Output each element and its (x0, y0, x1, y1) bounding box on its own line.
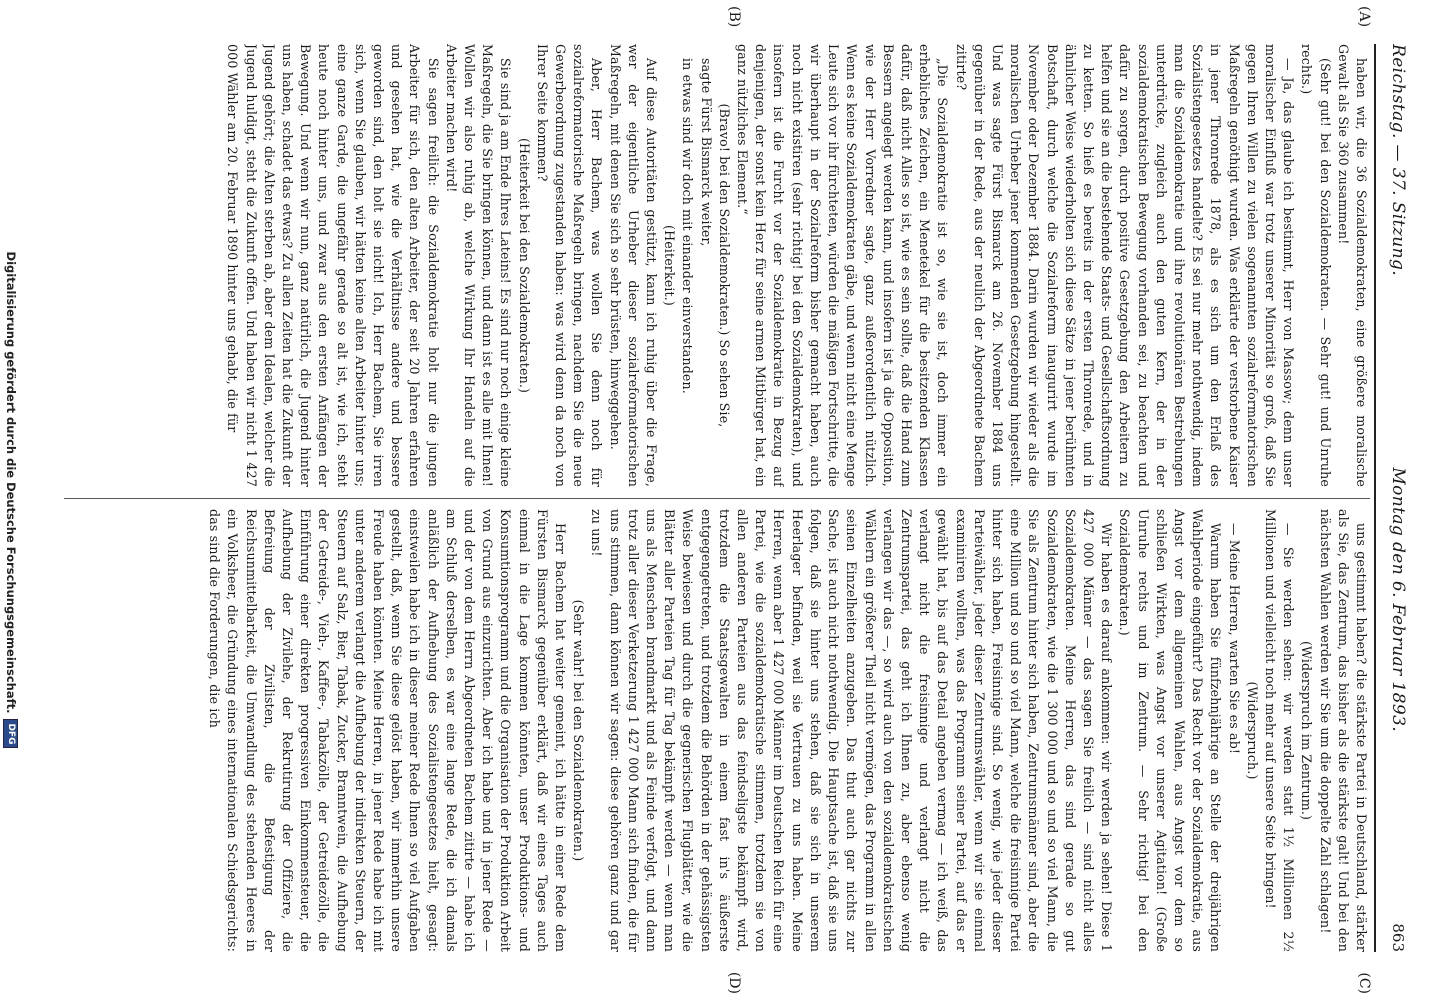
left-column-paragraph: Sie sind ja am Ende Ihres Lateins! Es sind nur noch einige kleine Maßregeln, die Sie bringen können, und dann ist es alle mit Ihnen! Wollen wir also ruhig ab, welche Wirkung Ihr Handeln auf die Arbeiter machen wird! (443, 44, 514, 487)
left-column-paragraph: „Die Sozialdemokratie ist so, wie sie ist, doch immer ein erhebliches Zeichen, ein Menetekel für die besitzenden Klassen dafür, daß nicht Alles so ist, wie es sein sollte, daß die Hand zum Bessern angelegt werden kann, und insofern ist ja die Opposition, wie der Herr Vorredner sagte, ganz außerordentlich nützlich. Wenn es keine Sozialdemokraten gäbe, und wenn nicht eine Menge Leute sich vor ihr fürchteten, würden die mäßigen Fortschritte, die wir überhaupt in der Sozialreform bisher gemacht haben, auch noch nicht existiren (sehr richtig! bei den Sozialdemokraten), und insofern ist die Furcht vor der Sozialdemokratie in Bezug auf denjenigen, der sonst kein Herz für seine armen Mitbürger hat, ein ganz nützliches Element.“ (735, 44, 951, 487)
right-column-paragraph: uns gestimmt haben? die stärkste Partei in Deutschland, stärker als Sie, das Zentrum, das bisher als die stärkste galt! Und bei den nächsten Wahlen werden wir Sie um die doppelte Zahl schlagen! (1317, 509, 1369, 952)
right-column-paragraph: (Sehr wahr! bei den Sozialdemokraten.) (571, 599, 587, 862)
dfg-logo-icon: DFG (4, 719, 19, 748)
left-column-paragraph: (Heiterkeit bei den Sozialdemokraten.) (516, 137, 532, 394)
right-column-paragraph: — Sie werden sehen: wir werden statt 1½ Millionen 2½ Millionen und vielleicht noch mehr auf unsere Seite bringen! (1262, 509, 1297, 952)
header-page-number: 863 (1389, 923, 1407, 952)
right-column-paragraph: (Widerspruch im Zentrum.) (1299, 640, 1315, 821)
margin-mark-a: (A) (1356, 6, 1372, 28)
margin-mark-c: (C) (1356, 972, 1372, 994)
left-column-paragraph: haben wir, die 36 Sozialdemokraten, eine größere moralische Gewalt als Sie 360 zusammen! (1335, 44, 1369, 487)
right-column-paragraph: — Meine Herren, warten Sie es ab! (1226, 523, 1242, 755)
text-columns (64, 44, 1370, 952)
right-column-paragraph: (Widerspruch.) (1244, 681, 1260, 780)
margin-mark-b: (B) (726, 6, 742, 28)
left-column-paragraph: Aber, Herr Bachem, was wollen Sie denn noch für sozialreformatorische Maßregeln bringen, nachdem Sie die neue Gewerbeordnung zugestanden haben: was wird denn da noch von Ihrer Seite kommen? (534, 44, 605, 487)
left-column-paragraph: in etwas sind wir doch mit einander einverstanden. (680, 58, 696, 394)
left-column (64, 44, 1370, 487)
left-column-paragraph: (Heiterkeit.) (662, 225, 678, 306)
right-column-paragraph: Herr Bachem hat weiter gemeint, ich hätte in einer Rede dem Fürsten Bismarck gegenüber erklärt, daß wir eines Tages auch einmal in die Lage kommen könnten, unser Produktions- und Konsumtionsprogramm und die Organisation der Produktion Arbeit von Grund aus einzurichten. Aber ich habe und in jener Rede — und der von dem Herrn Abgeordneten Bachem zitirte — habe ich am Schluß derselben, es war eine lange Rede, die ich damals anläßlich der Aufhebung des Sozialistengesetzes hielt, gesagt: einstweilen habe ich in dieser meiner Rede Ihnen so viel Aufgaben gestellt, daß, wenn Sie diese gelöst haben, wir immerhin unsere Freude haben könnten. Meine Herren, in jener Rede habe ich mit unter anderem verlangt die Aufhebung der indirekten Steuern, der Steuern auf Salz, Bier, Tabak, Zucker, Branntwein, die Aufhebung der Getreide-, Vieh-, Kaffee-, Tabakzölle, der Getreidezölle, die Einführung einer direkten progressiven Einkommensteuer, die Aufhebung der Zivilehe, der Rekrutirung der Offiziere, die Befreiung der Zivilisten, die Befestigung der Reichsunmittelbarkeit, die Umwandlung des stehenden Heeres in ein Volksheer, die Gründung eines internationalen Schiedsgerichts: das sind die Forderungen, die ich (207, 509, 569, 952)
footer-text: Digitalisierung gefördert durch die Deutsche Forschungsgemeinschaft. (4, 251, 18, 714)
left-column-paragraph: sagte Fürst Bismarck weiter, (698, 58, 714, 247)
footer-strip (0, 0, 22, 1000)
right-column-paragraph: Warum haben Sie fünfzehnjährige an Stelle der dreijährigen Wahlperiode eingeführt? Das Recht vor der Sozialdemokratie, aus Angst vor dem allgemeinen Wahlen, aus Angst vor dem so schließen Wirkten, was Angst vor unserer Agitation! (Große Unruhe rechts und im Zentrum. — Sehr richtig! bei den Sozialdemokraten.) (1117, 509, 1224, 952)
footer (0, 0, 22, 1000)
left-column-paragraph: Auf diese Autoritäten gestützt, kann ich ruhig über die Frage, wer der eigentliche Urheber dieser sozialreformatorischen Maßregeln, mit denen Sie sich so sehr brüsten, hinweggehen. (607, 44, 660, 487)
page-header (1378, 44, 1418, 952)
margin-mark-d: (D) (726, 971, 742, 994)
header-session: Reichstag. — 37. Sitzung. (1388, 44, 1408, 277)
left-column-paragraph: Sie sagen freilich: die Sozialdemokratie holt nur die jungen Arbeiter für sich, den alten Arbeiter, der seit 20 Jahren erfahren und gesehen hat, wie die Verhältnisse andere und bessere geworden sind, den holt sie nicht! Ich, Herr Bachem, Sie irren sich, wenn Sie glauben, wir hätten keine alten Arbeiter hinter uns; eine ganze Garde, die ungefähr gerade so alt ist, wie ich, steht heute noch hinter uns, und zwar aus den ersten Anfängen der Bewegung. Und wenn wir nun, ganz natürlich, die Jugend hinter uns haben, schadet das etwas? Zu allen Zeiten hat die Zukunft der Jugend gehört; die Alten sterben ab, aber dem Idealen, welcher die Jugend huldigt, steht die Zukunft offen. Und haben wir nicht 1 427 000 Wähler am 20. Februar 1890 hinter uns gehabt, die für (225, 44, 441, 487)
right-column (64, 509, 1370, 952)
left-column-paragraph: (Sehr gut! bei den Sozialdemokraten. — Sehr gut! und Unruhe rechts.) (1299, 44, 1333, 487)
left-column-paragraph: (Bravo! bei den Sozialdemokraten.) So sehen Sie, (716, 103, 732, 428)
header-date: Montag den 6. Februar 1893. (1388, 467, 1408, 733)
left-column-paragraph: — Ja, das glaube ich bestimmt, Herr von Massow; denn unser moralischer Einfluß war trotz unserer Minorität so groß, daß Sie gegen Ihren Willen zu vielen sogenannten sozialreformatorischen Maßregeln genöthigt wurden. Was erklärte der verstorbene Kaiser in jener Thronrede 1878, als es sich um den Erlaß des Sozialistengesetzes handelte? Es sei nur mehr nothwendig, indem man die Sozialdemokratie und ihre revolutionären Bestrebungen unterdrücke, zugleich auch den guten Kern, der in der sozialdemokratischen Bewegung vorhanden sei, zu beachten und dafür zu sorgen, durch positive Gesetzgebung den Arbeitern zu helfen und sie an die bestehende Staats- und Gesellschaftsordnung zu ketten. So hieß es bereits in der ersten Thronrede, und in ähnlicher Weise wiederholten sich diese Sätze in jener berühmten Botschaft, durch welche die Sozialreform inaugurirt wurde im November oder Dezember 1884. Darin wurden wir wieder als die moralischen Urheber jener kommenden Gesetzgebung hingestellt. Und was sagte Fürst Bismarck am 26. November 1884 uns gegenüber in der Rede, aus der neulich der Abgeordnete Bachem zitirte? (953, 44, 1297, 487)
right-column-paragraph: Wir haben es darauf ankommen: wir werden ja sehen! Diese 1 427 000 Männer — das sagen Sie freilich — sind nicht alles Sozialdemokraten. Meine Herren, das sind gerade so gut Sozialdemokraten, wie die 1 300 000 und so und so viel Mann, die Sie als Zentrum hinter sich haben, Zentrumsmänner sind, aber die eine Million und so und so viel Mann, welche die freisinnige Partei hinter sich haben, Freisinnige sind. So wenig, wie jeder dieser Parteiwähler, jeder dieser Zentrumswähler, wenn wir sie einmal examiniren wollten, was das Programm seiner Partei, auf das er gewählt hat, bis auf das Detail angeben vermag — ich weiß, das verlangt nicht die freisinnige und verlangt nicht die Zentrumspartei, das geht ich Ihnen zu, aber ebenso wenig verlangen wir das —, so wird auch von den sozialdemokratischen Wählern ein größerer Theil nicht vermögen, das Programm in allen seinen Einzelheiten anzugeben. Das thut auch gar nichts zur Sache, ist auch nicht nothwendig. Die Hauptsache ist, daß sie uns folgen, daß sie hinter uns stehen, daß sie sich in unserem Heerlager befinden, weil sie Vertrauen zu uns haben. Meine Herren, wenn aber 1 427 000 Männer im Deutschen Reich für eine Partei, wie die sozialdemokratische stimmen, trotzdem sie von allen anderen Parteien aus das feindseligste bekämpft wird, trotzdem die Staatsgewalten in einem fast in's äußerste entgegengetreten, und trotzdem die Behörden in der gehässigsten Weise bewiesen und durch die gegnerischen Flugblätter, wie die Blätter aller Parteien Tag für Tag bekämpft werden — wenn man uns als Menschen brandmarkt und als Feinde verfolgt, und dann trotz aller dieser Verketzerung 1 427 000 Mann sich finden, die für uns stimmen, dann können wir sagen: diese gehören ganz und gar zu uns! (589, 509, 1115, 952)
header-rule (1374, 44, 1376, 952)
